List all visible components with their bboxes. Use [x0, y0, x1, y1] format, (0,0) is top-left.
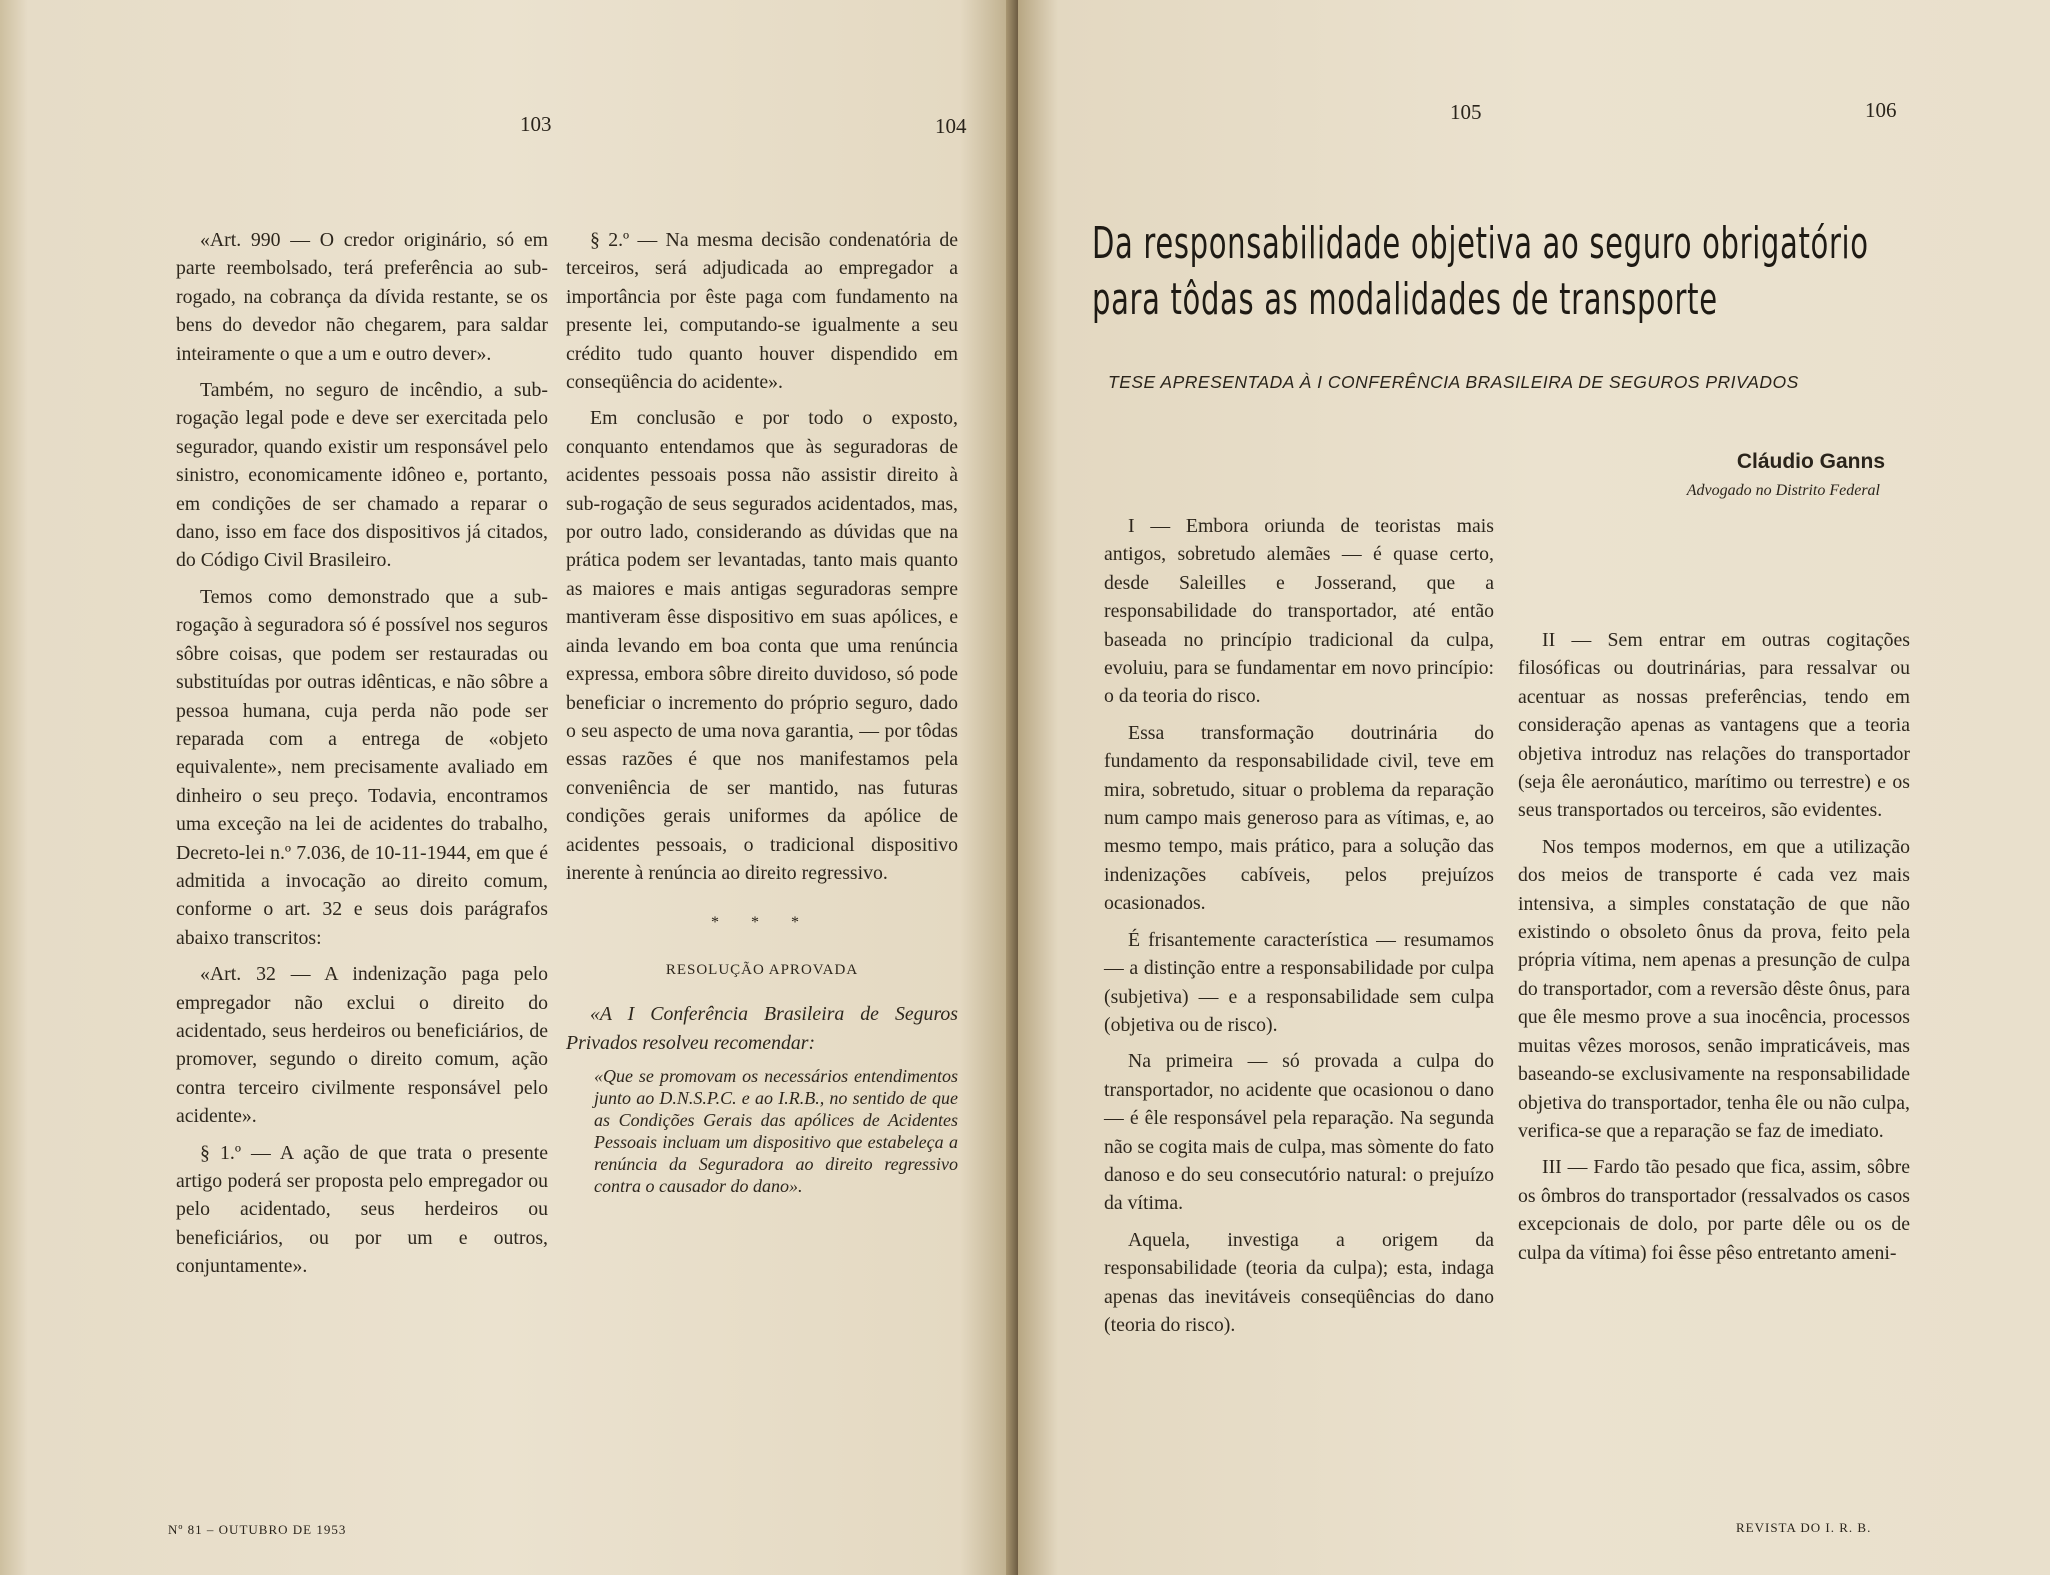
- footer-publication: REVISTA DO I. R. B.: [1736, 1520, 1872, 1535]
- paragraph: «Art. 990 — O credor originário, só em parte reembolsado, terá preferência ao sub-rogado, na cobrança da dívida restante, se os bens do devedor não chegarem, para saldar inteiramente o que a um e outro dever».: [176, 229, 548, 365]
- paragraph: III — Fardo tão pesado que fica, assim, sôbre os ômbros do transportador (ressalvados os casos excepcionais de dolo, por parte dêle ou os de culpa da vítima) foi êsse pêso entretanto ameni-: [1518, 1156, 1910, 1264]
- paragraph: § 2.º — Na mesma decisão condenatória de terceiros, será adjudicada ao empregador a importância por êste paga com fundamento na presente lei, computando-se igualmente a seu crédito tudo quanto houver dispendido em conseqüência do acidente».: [566, 229, 958, 394]
- article-title-line-2: para tôdas as modalidades de transporte: [1092, 274, 1718, 325]
- page-number-106: 106: [1865, 98, 1897, 122]
- paragraph: I — Embora oriunda de teoristas mais antigos, sobretudo alemães — é quase certo, desde Saleilles e Josserand, que a responsabilidade do transportador, até então baseada no princípio tradicional da culpa, evoluiu, para se fundamentar em novo princípio: o da teoria do risco.: [1104, 515, 1494, 708]
- paragraph: § 1.º — A ação de que trata o presente artigo poderá ser proposta pelo empregador ou pelo acidentado, seus herdeiros ou beneficiários, ou por um e outros, conjuntamente».: [176, 1141, 548, 1278]
- article-title-line-1: Da responsabilidade objetiva ao seguro obrigatório: [1092, 218, 1869, 269]
- paragraph: Essa transformação doutrinária do fundamento da responsabilidade civil, teve em mira, sobretudo, situar o problema da reparação num campo mais generoso para as vítimas, e, ao mesmo tempo, mais prático, para a solução das indenizações cabíveis, pelos prejuízos ocasionados.: [1104, 721, 1494, 915]
- section-separator: * * *: [711, 914, 813, 932]
- paragraph: É frisantemente característica — resumamos — a distinção entre a responsabilidade por culpa (subjetiva) — e a responsabilidade sem culpa (objetiva ou de risco).: [1104, 928, 1494, 1036]
- paragraph: Nos tempos modernos, em que a utilização dos meios de transporte é cada vez mais intensiva, a simples constatação de que não existindo o obsoleto ônus da prova, feito pela própria vítima, nem apenas a presunção de culpa do transportador, com a reversão dêste ônus, para que êle mesmo prove a sua inocência, processos muitas vêzes morosos, senão impraticáveis, mas baseando-se exclusivamente na responsabilidade objetiva do transportador, tenha êle ou não culpa, verifica-se que a reparação se faz de imediato.: [1518, 835, 1910, 1142]
- paragraph: «Art. 32 — A indenização paga pelo empregador não exclui o direito do acidentado, seus herdeiros ou beneficiários, de promover, segundo o direito comum, ação contra terceiro civilmente responsável pelo acidente».: [176, 963, 548, 1128]
- paragraph: Também, no seguro de incêndio, a sub-rogação legal pode e deve ser exercitada pelo segurador, quando existir um responsável pelo sinistro, economicamente idôneo e, portanto, em condições de ser chamado a reparar o dano, isso em face dos dispositivos já citados, do Código Civil Brasileiro.: [176, 379, 548, 572]
- author-role: Advogado no Distrito Federal: [1686, 482, 1880, 499]
- article-title: [1092, 216, 1869, 328]
- paragraph: Aquela, investiga a origem da responsabilidade (teoria da culpa); esta, indaga apenas das inevitáveis conseqüências do dano (teoria do risco).: [1104, 1228, 1494, 1336]
- footer-issue: Nº 81 – OUTUBRO DE 1953: [168, 1522, 347, 1537]
- resolution-intro: «A I Conferência Brasileira de Seguros Privados resolveu recomendar:: [566, 1003, 958, 1054]
- page-106-column: [1518, 626, 1910, 1275]
- article-subtitle: TESE APRESENTADA À I CONFERÊNCIA BRASILEIRA DE SEGUROS PRIVADOS: [1108, 372, 1799, 392]
- page-104-column: [566, 226, 958, 1205]
- page-number-104: 104: [935, 114, 967, 138]
- paragraph: Em conclusão e por todo o exposto, conquanto entendamos que às seguradoras de acidentes pessoais possa não assistir direito à sub-rogação de seus segurados acidentados, mas, por outro lado, considerando as dúvidas que na prática podem ser levantadas, tanto mais quanto as maiores e mais antigas seguradoras sempre mantiveram êsse dispositivo em suas apólices, e ainda levando em boa conta que uma renúncia expressa, embora sôbre direito duvidoso, só pode beneficiar o incremento do próprio seguro, dado o seu aspecto de uma nova garantia, — por tôdas essas razões é que nos manifestamos pela conveniência de ser mantido, nas futuras condições gerais uniformes da apólice de acidentes pessoais, o tradicional dispositivo inerente à renúncia ao direito regressivo.: [566, 407, 958, 884]
- page-number-105: 105: [1450, 100, 1482, 124]
- author-name: Cláudio Ganns: [1736, 450, 1885, 473]
- resolution-heading: RESOLUÇÃO APROVADA: [665, 961, 859, 978]
- paragraph: II — Sem entrar em outras cogitações filosóficas ou doutrinárias, para ressalvar ou acentuar as nossas preferências, tendo em consideração apenas as vantagens que a teoria objetiva introduz nas relações do transportador (seja êle aeronáutico, marítimo ou terrestre) e os seus transportados ou terceiros, são evidentes.: [1518, 629, 1910, 822]
- paragraph: Temos como demonstrado que a sub-rogação à seguradora só é possível nos seguros sôbre coisas, que podem ser restauradas ou substituídas por outras idênticas, e não sôbre a pessoa humana, cuja perda não pode ser reparada com a entrega de «objeto equivalente», nem precisamente avaliado em dinheiro o seu preço. Todavia, encontramos uma exceção na lei de acidentes do trabalho, Decreto-lei n.º 7.036, de 10-11-1944, em que é admitida a invocação ao direito comum, conforme o art. 32 e seus dois parágrafos abaixo transcritos:: [176, 585, 548, 949]
- page-105-column: [1104, 512, 1494, 1347]
- paragraph: Na primeira — só provada a culpa do transportador, no acidente que ocasionou o dano — é êle responsável pela reparação. Na segunda não se cogita mais de culpa, mas sòmente do fato danoso e do seu consecutório natural: o prejuízo da vítima.: [1104, 1050, 1495, 1215]
- left-page: [0, 0, 1016, 1575]
- resolution-text: «Que se promovam os necessários entendimentos junto ao D.N.S.P.C. e ao I.R.B., no sentido de que as Condições Gerais das apólices de Acidentes Pessoais incluam um dispositivo que estabeleça a renúncia da Seguradora ao direito regressivo contra o causador do dano».: [594, 1065, 958, 1196]
- page-103-column: [176, 226, 548, 1289]
- page-number-103: 103: [520, 112, 552, 136]
